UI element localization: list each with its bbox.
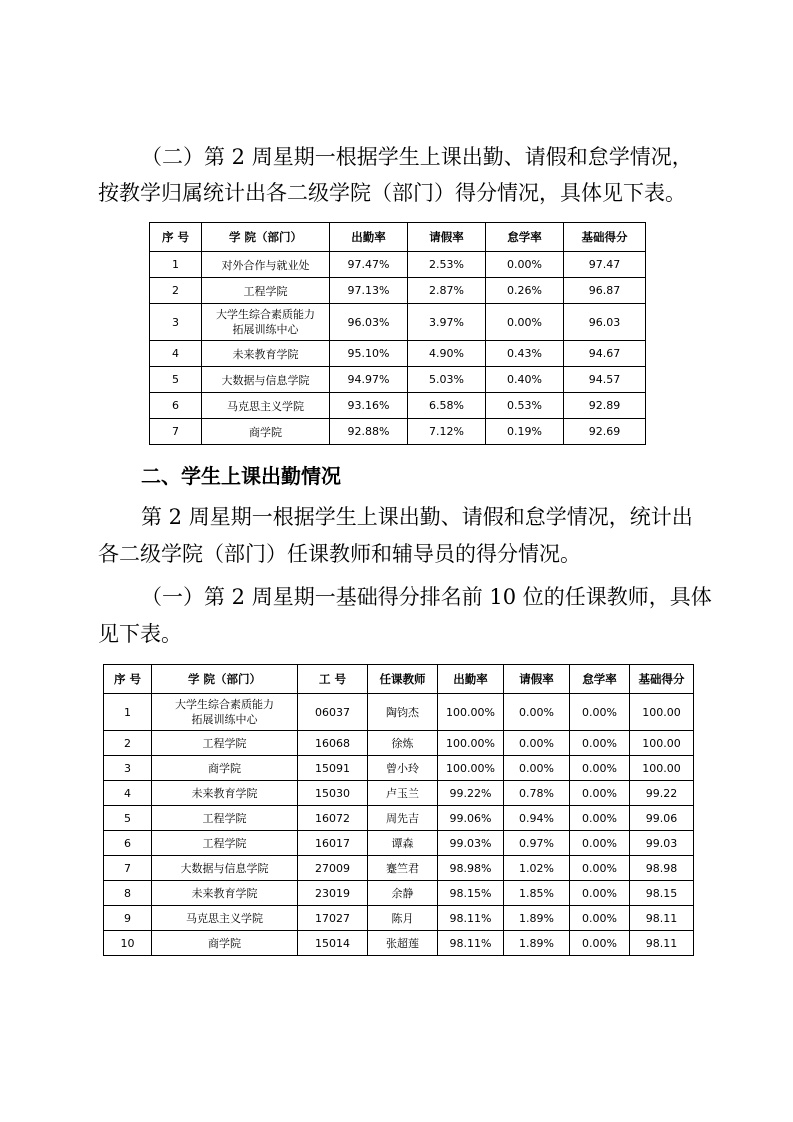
cell-index: 5 (150, 367, 202, 393)
cell-index: 7 (104, 856, 152, 881)
cell-college: 工程学院 (152, 731, 298, 756)
table-row (104, 831, 694, 856)
table-row (150, 304, 646, 341)
table-row (104, 881, 694, 906)
cell-staff-id: 15030 (298, 781, 368, 806)
cell-staff-id: 27009 (298, 856, 368, 881)
cell-leave-rate: 2.87% (408, 278, 486, 304)
cell-attendance-rate: 98.11% (438, 906, 504, 931)
cell-teacher: 陈月 (368, 906, 438, 931)
cell-base-score: 98.11 (630, 906, 694, 931)
cell-truancy-rate: 0.00% (570, 781, 630, 806)
cell-college: 大数据与信息学院 (202, 367, 330, 393)
cell-index: 6 (150, 393, 202, 419)
cell-truancy-rate: 0.43% (486, 341, 564, 367)
table-row (150, 393, 646, 419)
cell-truancy-rate: 0.00% (570, 806, 630, 831)
column-header-staff-id: 工 号 (298, 665, 368, 694)
cell-index: 1 (104, 694, 152, 731)
cell-truancy-rate: 0.00% (570, 881, 630, 906)
cell-college: 工程学院 (152, 806, 298, 831)
cell-truancy-rate: 0.00% (570, 694, 630, 731)
table-row (150, 252, 646, 278)
cell-truancy-rate: 0.00% (570, 906, 630, 931)
cell-leave-rate: 5.03% (408, 367, 486, 393)
cell-index: 9 (104, 906, 152, 931)
table-row (150, 367, 646, 393)
cell-index: 6 (104, 831, 152, 856)
cell-attendance-rate: 98.11% (438, 931, 504, 956)
cell-staff-id: 16072 (298, 806, 368, 831)
cell-index: 1 (150, 252, 202, 278)
cell-attendance-rate: 100.00% (438, 731, 504, 756)
cell-attendance-rate: 98.15% (438, 881, 504, 906)
column-header-truancy-rate: 怠学率 (486, 223, 564, 252)
cell-attendance-rate: 100.00% (438, 756, 504, 781)
cell-attendance-rate: 93.16% (330, 393, 408, 419)
college-score-table (149, 222, 646, 445)
section-two-sub-line1: （一）第 2 周星期一基础得分排名前 10 位的任课教师，具体 (141, 585, 712, 609)
cell-leave-rate: 0.00% (504, 731, 570, 756)
cell-index: 4 (150, 341, 202, 367)
table-row (150, 341, 646, 367)
column-header-attendance-rate: 出勤率 (438, 665, 504, 694)
cell-staff-id: 15091 (298, 756, 368, 781)
cell-staff-id: 15014 (298, 931, 368, 956)
cell-truancy-rate: 0.00% (570, 831, 630, 856)
cell-teacher: 陶钧杰 (368, 694, 438, 731)
section-two-para-line2: 各二级学院（部门）任课教师和辅导员的得分情况。 (98, 542, 581, 566)
cell-leave-rate: 1.89% (504, 931, 570, 956)
column-header-base-score: 基础得分 (630, 665, 694, 694)
table-header-row (104, 665, 694, 694)
cell-leave-rate: 0.00% (504, 756, 570, 781)
cell-leave-rate: 0.97% (504, 831, 570, 856)
cell-leave-rate: 0.94% (504, 806, 570, 831)
cell-college: 工程学院 (152, 831, 298, 856)
cell-college: 未来教育学院 (152, 781, 298, 806)
cell-attendance-rate: 95.10% (330, 341, 408, 367)
cell-staff-id: 23019 (298, 881, 368, 906)
cell-base-score: 99.03 (630, 831, 694, 856)
cell-teacher: 谭森 (368, 831, 438, 856)
cell-college: 商学院 (202, 419, 330, 445)
cell-college: 商学院 (152, 931, 298, 956)
cell-base-score: 98.15 (630, 881, 694, 906)
section-two-heading: 二、学生上课出勤情况 (141, 464, 341, 488)
cell-staff-id: 17027 (298, 906, 368, 931)
cell-index: 2 (104, 731, 152, 756)
table-row (104, 781, 694, 806)
column-header-leave-rate: 请假率 (408, 223, 486, 252)
cell-base-score: 99.06 (630, 806, 694, 831)
cell-truancy-rate: 0.53% (486, 393, 564, 419)
section-two-sub-line2: 见下表。 (98, 622, 182, 646)
cell-base-score: 96.87 (564, 278, 646, 304)
table-header-row (150, 223, 646, 252)
cell-attendance-rate: 97.47% (330, 252, 408, 278)
column-header-college: 学 院（部门） (152, 665, 298, 694)
cell-leave-rate: 6.58% (408, 393, 486, 419)
cell-attendance-rate: 99.06% (438, 806, 504, 831)
cell-index: 8 (104, 881, 152, 906)
section-a-intro-line1: （二）第 2 周星期一根据学生上课出勤、请假和怠学情况， (141, 145, 693, 169)
cell-college: 对外合作与就业处 (202, 252, 330, 278)
cell-college: 工程学院 (202, 278, 330, 304)
cell-truancy-rate: 0.19% (486, 419, 564, 445)
cell-college: 大学生综合素质能力 拓展训练中心 (152, 694, 298, 731)
cell-attendance-rate: 92.88% (330, 419, 408, 445)
cell-base-score: 99.22 (630, 781, 694, 806)
table-row (104, 756, 694, 781)
cell-base-score: 100.00 (630, 694, 694, 731)
cell-index: 2 (150, 278, 202, 304)
cell-college: 大学生综合素质能力 拓展训练中心 (202, 304, 330, 341)
table-row (104, 731, 694, 756)
column-header-truancy-rate: 怠学率 (570, 665, 630, 694)
cell-base-score: 100.00 (630, 756, 694, 781)
cell-leave-rate: 3.97% (408, 304, 486, 341)
column-header-attendance-rate: 出勤率 (330, 223, 408, 252)
cell-attendance-rate: 98.98% (438, 856, 504, 881)
cell-college: 未来教育学院 (152, 881, 298, 906)
cell-base-score: 92.89 (564, 393, 646, 419)
cell-college: 未来教育学院 (202, 341, 330, 367)
cell-staff-id: 16068 (298, 731, 368, 756)
cell-truancy-rate: 0.00% (570, 931, 630, 956)
table-row (104, 856, 694, 881)
cell-teacher: 曾小玲 (368, 756, 438, 781)
cell-college: 大数据与信息学院 (152, 856, 298, 881)
cell-leave-rate: 1.89% (504, 906, 570, 931)
table-row (104, 906, 694, 931)
cell-truancy-rate: 0.00% (570, 856, 630, 881)
section-a-intro-line2: 按教学归属统计出各二级学院（部门）得分情况，具体见下表。 (98, 181, 686, 205)
teacher-score-table (103, 664, 694, 956)
cell-base-score: 100.00 (630, 731, 694, 756)
cell-index: 7 (150, 419, 202, 445)
cell-base-score: 96.03 (564, 304, 646, 341)
cell-truancy-rate: 0.00% (570, 731, 630, 756)
cell-index: 5 (104, 806, 152, 831)
cell-index: 3 (104, 756, 152, 781)
cell-staff-id: 06037 (298, 694, 368, 731)
cell-base-score: 98.98 (630, 856, 694, 881)
cell-index: 10 (104, 931, 152, 956)
column-header-leave-rate: 请假率 (504, 665, 570, 694)
cell-attendance-rate: 99.03% (438, 831, 504, 856)
cell-base-score: 94.67 (564, 341, 646, 367)
cell-leave-rate: 1.02% (504, 856, 570, 881)
cell-index: 4 (104, 781, 152, 806)
column-header-index: 序 号 (104, 665, 152, 694)
cell-base-score: 94.57 (564, 367, 646, 393)
cell-attendance-rate: 99.22% (438, 781, 504, 806)
cell-truancy-rate: 0.00% (486, 304, 564, 341)
cell-truancy-rate: 0.26% (486, 278, 564, 304)
cell-base-score: 97.47 (564, 252, 646, 278)
table-row (104, 931, 694, 956)
cell-leave-rate: 2.53% (408, 252, 486, 278)
column-header-teacher: 任课教师 (368, 665, 438, 694)
cell-attendance-rate: 96.03% (330, 304, 408, 341)
column-header-college: 学 院（部门） (202, 223, 330, 252)
cell-staff-id: 16017 (298, 831, 368, 856)
column-header-index: 序 号 (150, 223, 202, 252)
table-row (150, 419, 646, 445)
table-row (104, 694, 694, 731)
cell-college: 马克思主义学院 (202, 393, 330, 419)
table-row (104, 806, 694, 831)
cell-leave-rate: 1.85% (504, 881, 570, 906)
cell-attendance-rate: 94.97% (330, 367, 408, 393)
cell-attendance-rate: 100.00% (438, 694, 504, 731)
cell-teacher: 张超莲 (368, 931, 438, 956)
cell-truancy-rate: 0.00% (486, 252, 564, 278)
cell-base-score: 98.11 (630, 931, 694, 956)
cell-leave-rate: 0.00% (504, 694, 570, 731)
cell-index: 3 (150, 304, 202, 341)
cell-truancy-rate: 0.00% (570, 756, 630, 781)
cell-teacher: 周先吉 (368, 806, 438, 831)
cell-leave-rate: 7.12% (408, 419, 486, 445)
cell-leave-rate: 0.78% (504, 781, 570, 806)
table-row (150, 278, 646, 304)
column-header-base-score: 基础得分 (564, 223, 646, 252)
cell-truancy-rate: 0.40% (486, 367, 564, 393)
cell-attendance-rate: 97.13% (330, 278, 408, 304)
cell-teacher: 蹇竺君 (368, 856, 438, 881)
cell-base-score: 92.69 (564, 419, 646, 445)
section-two-para-line1: 第 2 周星期一根据学生上课出勤、请假和怠学情况，统计出 (141, 505, 693, 529)
cell-college: 马克思主义学院 (152, 906, 298, 931)
cell-teacher: 卢玉兰 (368, 781, 438, 806)
cell-teacher: 余静 (368, 881, 438, 906)
cell-leave-rate: 4.90% (408, 341, 486, 367)
cell-teacher: 徐炼 (368, 731, 438, 756)
cell-college: 商学院 (152, 756, 298, 781)
